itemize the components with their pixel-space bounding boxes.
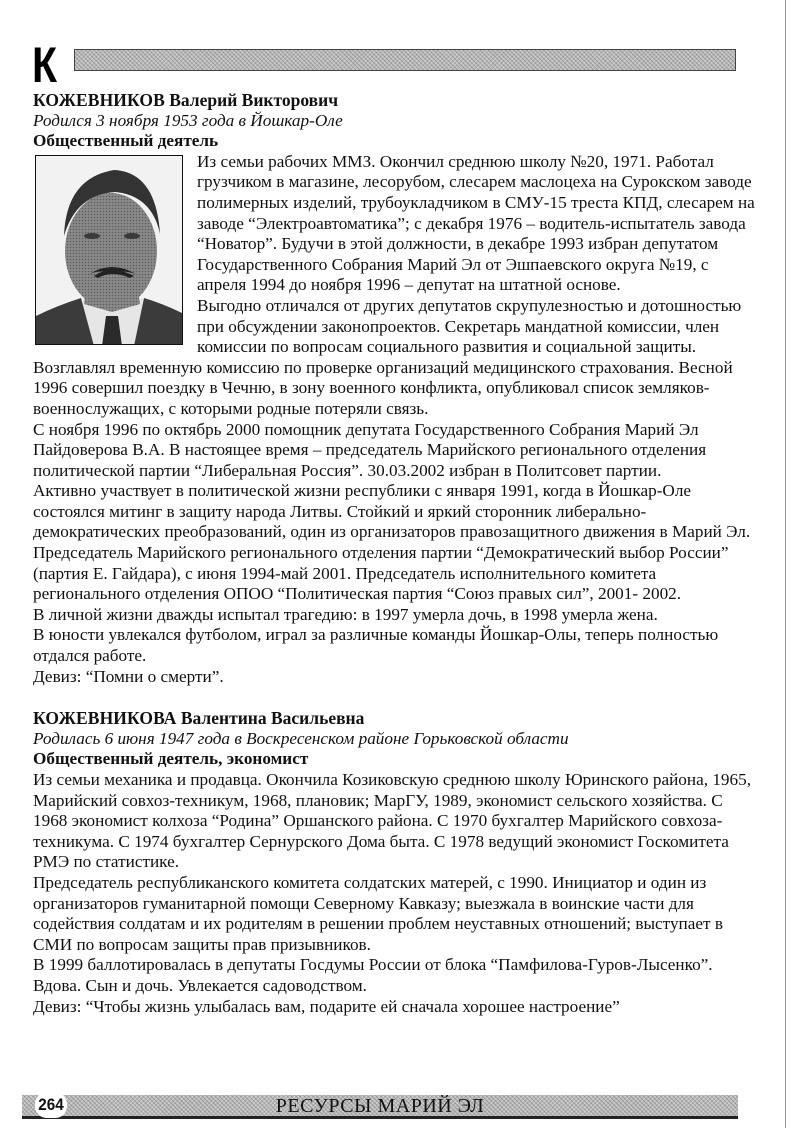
entry-motto: Девиз: “Помни о смерти”. — [33, 666, 224, 686]
biography-entry — [33, 90, 758, 687]
entry-name — [33, 90, 758, 111]
entry-role: Общественный деятель — [33, 131, 219, 151]
publication-title: РЕСУРСЫ МАРИЙ ЭЛ — [275, 1095, 485, 1117]
entry-paragraph: Из семьи рабочих ММЗ. Окончил среднюю школу №20, 1971. Работал грузчиком в магазине, лесорубом, слесарем маслоцеха на Сурокском заводе полимерных изделий, трубоукладчиком в СМУ-15 треста КПД, слесарем на заводе “Электроавтоматика”; с декабря 1976 – водитель-испытатель завода “Новатор”. Будучи в этой должности, в декабре 1993 избран депутатом Государственного Собрания Марий Эл от Эшпаевского округа №19, с апреля 1994 до ноября 1996 – депутат на штатной основе. — [197, 151, 755, 295]
entry-paragraph: Из семьи механика и продавца. Окончила Козиковскую среднюю школу Юринского района, 1965, Марийский совхоз-техникум, 1968, плановик; МарГУ, 1989, экономист сельского хозяйства. С 1968 экономист колхоза “Родина” Оршанского района. С 1970 бухгалтер Марийского совхоза-техникума. С 1974 бухгалтер Сернурского Дома быта. С 1978 ведущий экономист Госкомитета РМЭ по статистике. — [33, 770, 751, 872]
portrait-photo — [35, 155, 183, 345]
entry-paragraph: В личной жизни дважды испытал трагедию: в 1997 умерла дочь, в 1998 умерла жена. — [33, 604, 658, 624]
entry-separator — [33, 687, 758, 708]
entry-given-names: Валентина Васильевна — [180, 708, 365, 729]
entry-role: Общественный деятель, экономист — [33, 749, 309, 769]
entry-paragraph: В 1999 баллотировалась в депутаты Госдумы России от блока “Памфилова-Гуров-Лысенко”. — [33, 955, 713, 975]
entry-given-names: Валерий Викторович — [169, 90, 339, 110]
section-letter: К — [32, 37, 58, 93]
entry-paragraph: В юности увлекался футболом, играл за различные команды Йошкар-Олы, теперь полностью отдался работе. — [33, 625, 719, 666]
entry-paragraph: С ноября 1996 по октябрь 2000 помощник депутата Государственного Собрания Марий Эл Пайдоверова В.А. В настоящее время – председатель Марийского регионального отделения политической партии “Либеральная Россия”. 30.03.2002 избран в Политсовет партии. — [33, 419, 707, 480]
entry-surname: КОЖЕВНИКОВА — [33, 708, 177, 729]
section-header-bar — [74, 49, 736, 71]
footer-bar — [22, 1095, 738, 1119]
page-content — [33, 90, 758, 1017]
portrait-image — [36, 156, 183, 345]
entry-birth-info: Родился 3 ноября 1953 года в Йошкар-Оле — [33, 110, 343, 130]
page-edge-line — [785, 0, 786, 1128]
entry-paragraph: Вдова. Сын и дочь. Увлекается садоводством. — [33, 975, 367, 995]
entry-paragraph: Председатель республиканского комитета солдатских матерей, с 1990. Инициатор и один из организаторов гуманитарной помощи Северному Кавказу; выезжала в воинские части для содействия солдатам и их родителям в решении проблем неуставных отношений; выступает в СМИ по вопросам защиты прав призывников. — [33, 872, 723, 954]
entry-surname: КОЖЕВНИКОВ — [33, 90, 165, 110]
page-number: 264 — [35, 1092, 67, 1118]
entry-name — [33, 708, 758, 729]
entry-birth-info: Родилась 6 июня 1947 года в Воскресенском районе Горьковской области — [33, 728, 569, 748]
entry-motto: Девиз: “Чтобы жизнь улыбалась вам, подарите ей сначала хорошее настроение” — [33, 996, 620, 1016]
entry-paragraph: Выгодно отличался от других депутатов скрупулезностью и дотошностью при обсуждении законопроектов. Секретарь мандатной комиссии, член комиссии по вопросам социального развития и социальной защиты. Возглавлял временную комиссию по проверке организаций медицинского страхования. Весной 1996 совершил поездку в Чечню, в зону военного конфликта, опубликовал список земляков-военнослужащих, с которыми родные потеряли связь. — [33, 295, 742, 418]
entry-paragraph: Активно участвует в политической жизни республики с января 1991, когда в Йошкар-Оле состоялся митинг в защиту народа Литвы. Стойкий и яркий сторонник либерально-демократических преобразований, один из организаторов правозащитного движения в Марий Эл. Председатель Марийского регионального отделения партии “Демократический выбор России” (партия Е. Гайдара), с июня 1994-май 2001. Председатель исполнительного комитета регионального отделения ОПОО “Политическая партия “Союз правых сил”, 2001- 2002. — [33, 481, 751, 604]
biography-entry — [33, 708, 758, 1017]
